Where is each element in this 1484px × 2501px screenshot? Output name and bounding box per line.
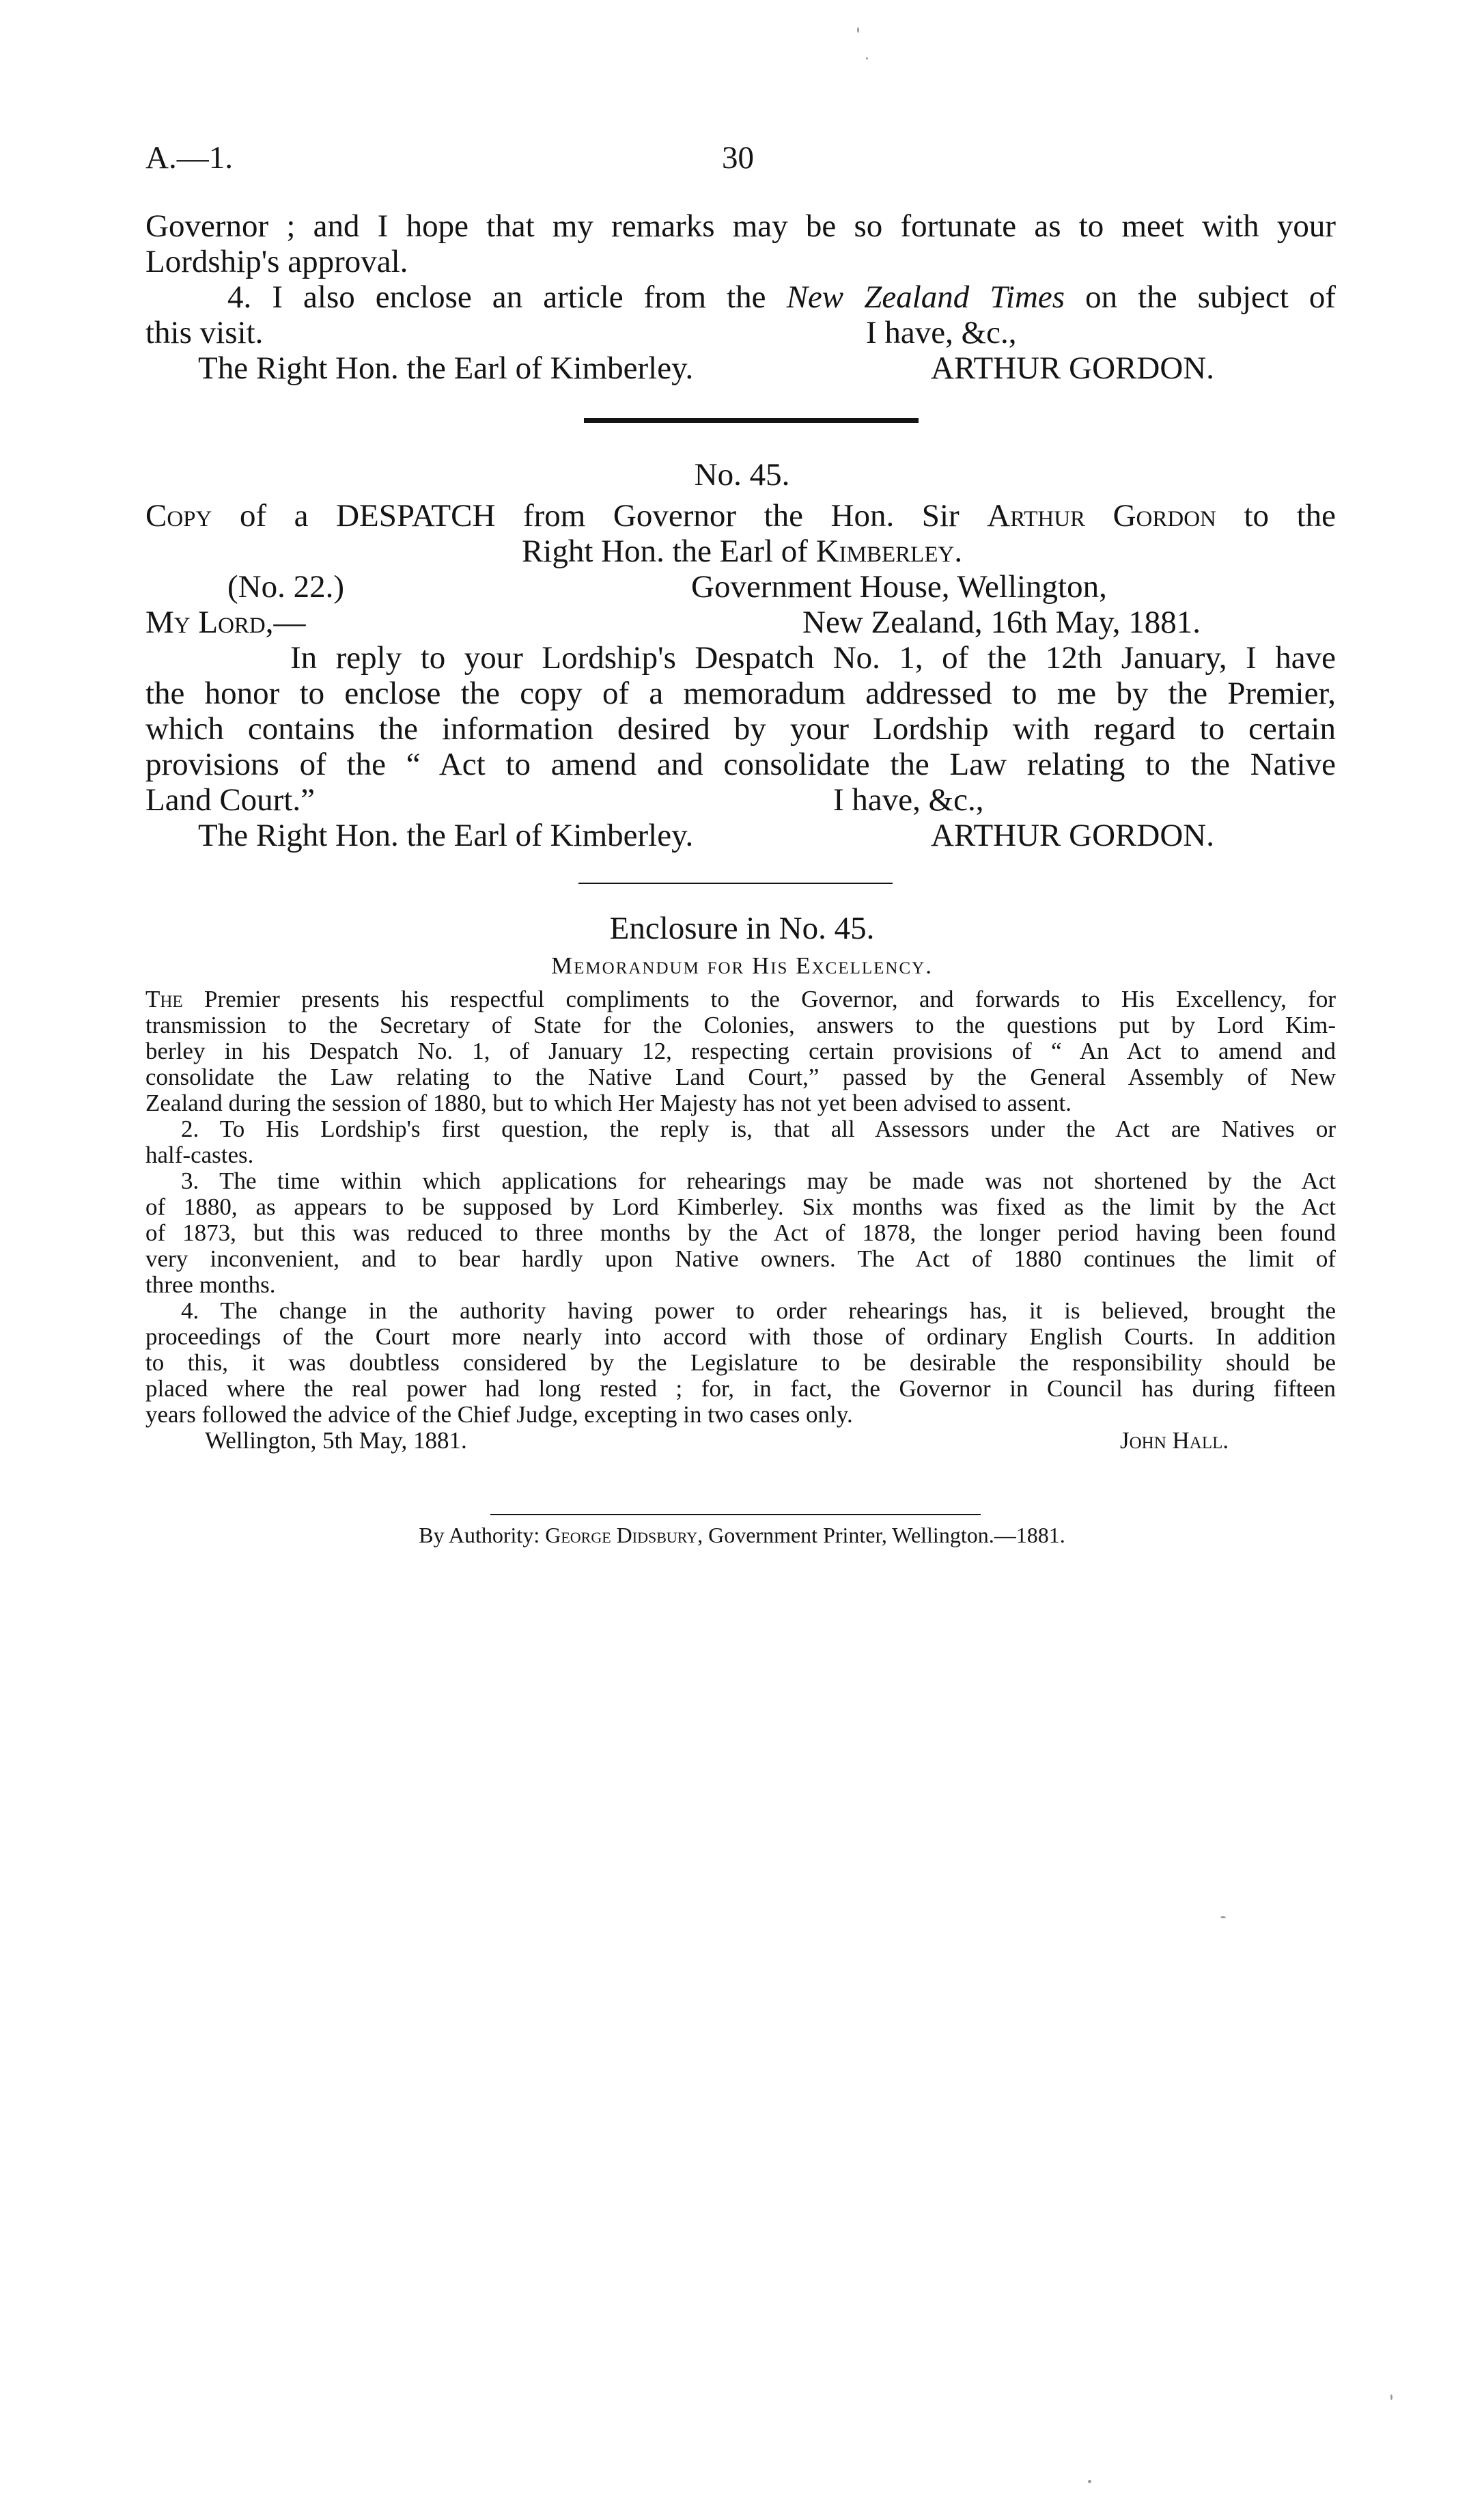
section-divider-rule: [578, 883, 893, 884]
scan-speck: [1088, 2480, 1091, 2483]
scan-speck: [1390, 2394, 1392, 2400]
despatch-location: Government House, Wellington,: [691, 569, 1107, 605]
despatch-salutation: My Lord,—: [145, 605, 306, 640]
memo-text-line: Zealand during the session of 1880, but to which Her Majesty has not yet been advised to assent.: [145, 1090, 1072, 1116]
memo-text-line: placed where the real power had long rested ; for, in fact, the Governor in Council has during fifteen: [145, 1375, 1336, 1402]
memo-text-line: half-castes.: [145, 1142, 254, 1168]
scan-speck: [857, 27, 859, 33]
memo-text-line: proceedings of the Court more nearly into accord with those of ordinary English Courts. In addition: [145, 1323, 1336, 1350]
despatch-ref-no: (No. 22.): [227, 569, 344, 605]
memo-text-line: 3. The time within which applications for rehearings may be made was not shortened by the Act: [181, 1167, 1336, 1194]
memo-text-line: transmission to the Secretary of State for the Colonies, answers to the questions put by Lord Kim-: [145, 1012, 1336, 1038]
prev-closing: I have, &c.,: [866, 315, 1017, 350]
memo-text-line: three months.: [145, 1271, 276, 1298]
despatch-title-line: Copy of a DESPATCH from Governor the Hon. Sir Arthur Gordon to the: [145, 498, 1336, 534]
memo-text-line: 4. The change in the authority having power to order rehearings has, it is believed, brought the: [181, 1297, 1336, 1324]
despatch-body-line: provisions of the “ Act to amend and consolidate the Law relating to the Native: [145, 747, 1336, 782]
memo-text-line: consolidate the Law relating to the Native Land Court,” passed by the General Assembly of New: [145, 1064, 1336, 1090]
despatch-addressee: The Right Hon. the Earl of Kimberley.: [198, 818, 694, 853]
newspaper-title: New Zealand Times: [786, 279, 1065, 315]
memo-text-line: years followed the advice of the Chief Judge, excepting in two cases only.: [145, 1401, 853, 1428]
despatch-signature: ARTHUR GORDON.: [931, 818, 1214, 853]
memorandum-heading: Memorandum for His Excellency.: [551, 952, 933, 979]
despatch-closing: I have, &c.,: [833, 782, 984, 818]
prev-signature: ARTHUR GORDON.: [931, 350, 1214, 386]
section-divider-rule: [584, 418, 919, 423]
despatch-place-date: New Zealand, 16th May, 1881.: [802, 605, 1201, 640]
memo-text-line: of 1873, but this was reduced to three months by the Act of 1878, the longer period having been found: [145, 1219, 1336, 1246]
memo-place-date: Wellington, 5th May, 1881.: [205, 1427, 467, 1454]
memo-signature: John Hall.: [1120, 1427, 1229, 1454]
memo-text-line: 2. To His Lordship's first question, the reply is, that all Assessors under the Act are Natives or: [181, 1116, 1336, 1142]
enclosure-title: Enclosure in No. 45.: [609, 911, 875, 946]
memo-text-line: berley in his Despatch No. 1, of January 12, respecting certain provisions of “ An Act to amend and: [145, 1038, 1336, 1064]
prev-text-line: this visit.: [145, 315, 264, 350]
despatch-number: No. 45.: [694, 457, 790, 493]
despatch-title-line: Right Hon. the Earl of Kimberley.: [521, 534, 963, 569]
footer-rule: [490, 1514, 981, 1515]
prev-paragraph-4: 4. I also enclose an article from the New Zealand Times on the subject of: [227, 279, 1336, 315]
memo-text-line: very inconvenient, and to bear hardly upon Native owners. The Act of 1880 continues the limit of: [145, 1245, 1336, 1272]
printer-imprint: By Authority: George Didsbury, Government Printer, Wellington.—1881.: [419, 1523, 1065, 1547]
despatch-body-line: In reply to your Lordship's Despatch No. 1, of the 12th January, I have: [290, 640, 1336, 676]
despatch-body-line: the honor to enclose the copy of a memoradum addressed to me by the Premier,: [145, 676, 1336, 711]
prev-text-line: Governor ; and I hope that my remarks may be so fortunate as to meet with your: [145, 208, 1336, 244]
scan-speck: [1220, 1916, 1226, 1918]
scan-speck: [866, 57, 868, 59]
prev-addressee: The Right Hon. the Earl of Kimberley.: [198, 350, 694, 386]
report-reference: A.—1.: [145, 140, 233, 176]
memo-text-line: of 1880, as appears to be supposed by Lord Kimberley. Six months was fixed as the limit by the Act: [145, 1193, 1336, 1220]
page-number: 30: [722, 140, 754, 176]
memo-text-line: The Premier presents his respectful compliments to the Governor, and forwards to His Excellency, for: [145, 986, 1336, 1012]
prev-text-line: Lordship's approval.: [145, 244, 408, 279]
memo-text-line: to this, it was doubtless considered by the Legislature to be desirable the responsibility should be: [145, 1349, 1336, 1376]
despatch-body-line: which contains the information desired by your Lordship with regard to certain: [145, 711, 1336, 747]
despatch-body-line: Land Court.”: [145, 782, 315, 818]
